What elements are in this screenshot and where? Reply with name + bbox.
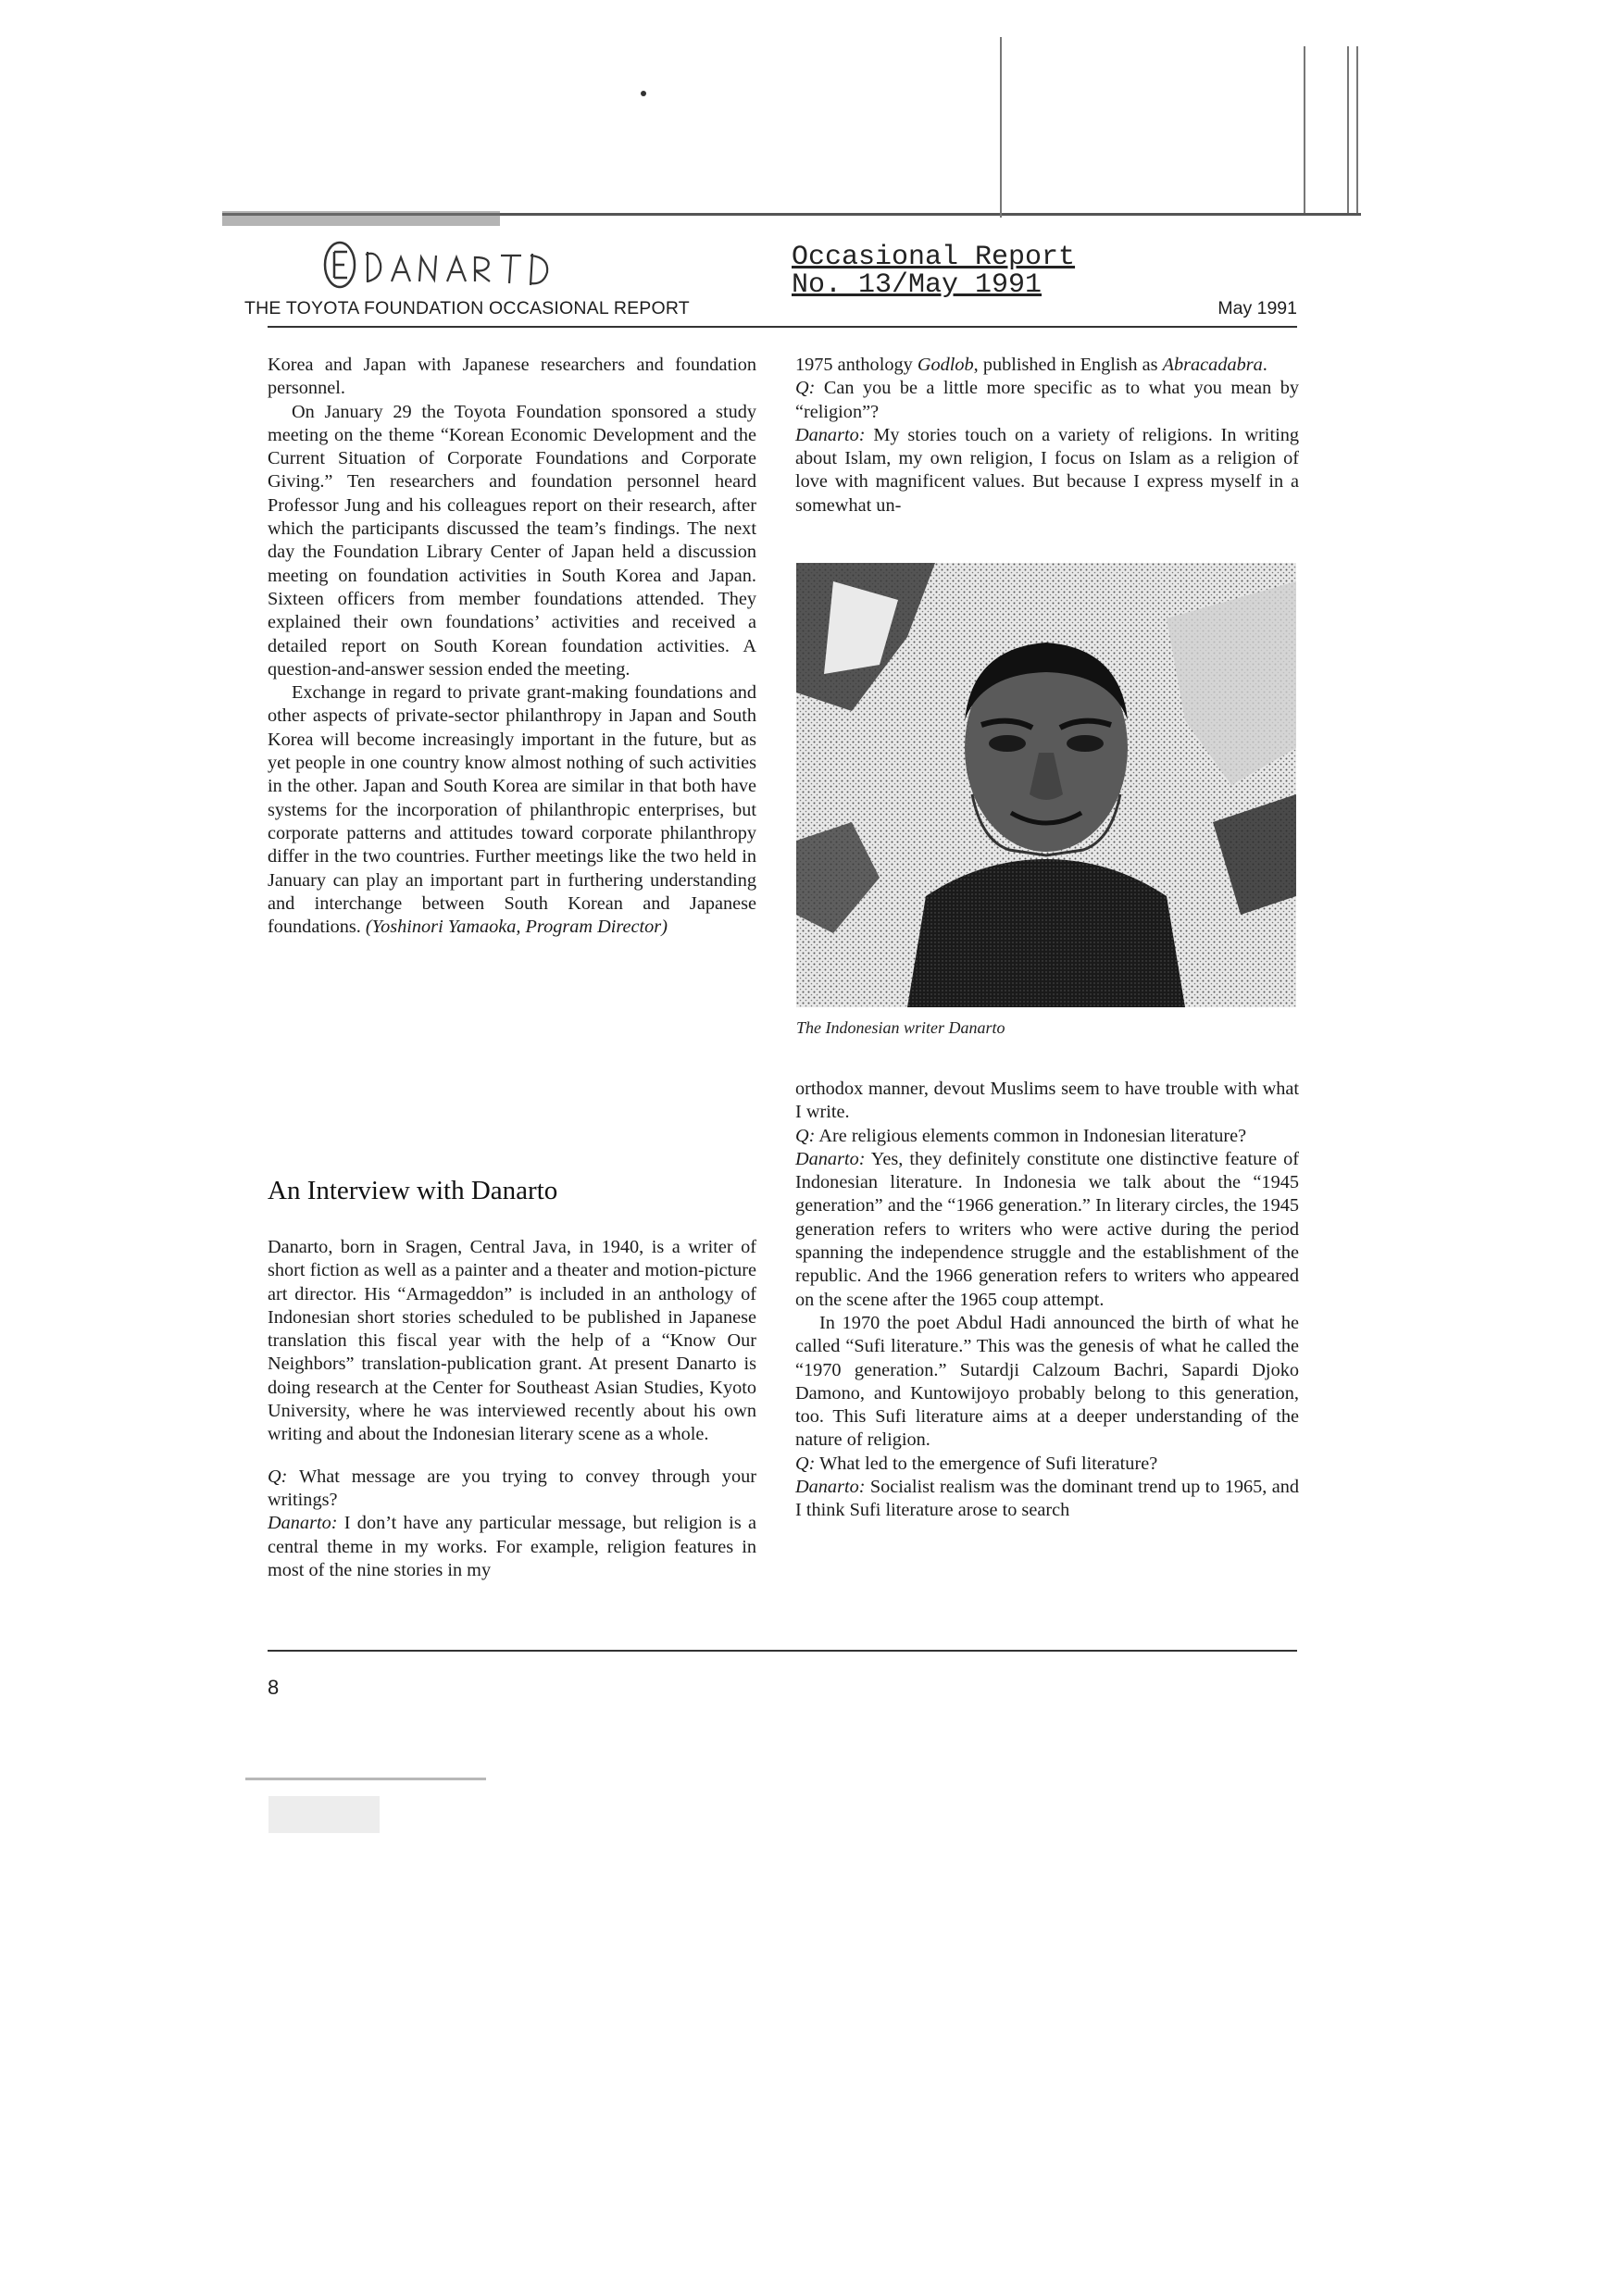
answer-continued — [795, 354, 1299, 377]
scan-speck — [641, 91, 646, 96]
page-number: 8 — [268, 1676, 280, 1699]
footer-rule — [268, 1650, 1297, 1652]
answer-label: Danarto: — [795, 1148, 866, 1169]
byline: (Yoshinori Yamaoka, Program Director) — [365, 917, 668, 938]
answer-text: I don’t have any particular message, but religion is a central theme in my works. For example, religion features in most of the nine stories in my — [268, 1513, 756, 1580]
handwritten-note — [319, 231, 597, 296]
answer — [795, 1148, 1299, 1312]
question-label: Q: — [795, 1125, 816, 1146]
answer-text: My stories touch on a variety of religions. In writing about Islam, my own religion, I focus on Islam as a religion of love with magnificent values. But because I express myself in a somewhat un- — [795, 424, 1299, 516]
header-rule — [268, 326, 1297, 328]
paragraph: Korea and Japan with Japanese researchers and foundation personnel. — [268, 355, 756, 399]
interview-right-column-bottom — [795, 1078, 1299, 1523]
scan-vertical-line — [1356, 46, 1358, 213]
publication-title: THE TOYOTA FOUNDATION OCCASIONAL REPORT — [244, 298, 690, 318]
answer-label: Danarto: — [268, 1513, 338, 1534]
interview-right-column-top — [795, 354, 1299, 518]
author-photo — [796, 563, 1296, 1007]
answer-text: Socialist realism was the dominant trend up to 1965, and I think Sufi literature arose to search — [795, 1477, 1299, 1521]
question — [795, 377, 1299, 424]
issue-date: May 1991 — [1217, 298, 1297, 318]
question-text: Can you be a little more specific as to what you mean by “religion”? — [795, 378, 1299, 422]
paragraph: In 1970 the poet Abdul Hadi announced the birth of what he called “Sufi literature.” This was the genesis of what he called the “1970 generation.” Sutardji Calzoum Bachri, Sapardi Djoko Damono, and Kuntowijoyo probably belong to this generation, too. This Sufi literature aims at a deeper understanding of the nature of religion. — [795, 1312, 1299, 1451]
paragraph-text: Exchange in regard to private grant-making foundations and other aspects of private-sector philanthropy in Japan and South Korea will become increasingly important in the future, but as yet people in one country know almost nothing of such activities in the other. Japan and South Korea are similar in that both have systems for the incorporation of philanthropic enterprises, but corporate patterns and attitudes toward corporate philanthropy differ in the two countries. Further meetings like the two held in January can play an important part in furthering understanding and interchange between South Korean and Japanese foundations. — [268, 682, 756, 938]
answer — [795, 1476, 1299, 1523]
answer-label: Danarto: — [795, 1477, 866, 1498]
answer-label: Danarto: — [795, 424, 866, 445]
question-text: Are religious elements common in Indonesian literature? — [815, 1125, 1247, 1146]
answer — [795, 424, 1299, 518]
answer-text: Yes, they definitely constitute one distinctive feature of Indonesian literature. In Indonesia we talk about the “1945 generation” and the “1966 generation.” In literary circles, the 1945 generation refers to writers who were active during the period spanning the independence struggle and the establishment of the republic. And the 1966 generation refers to writers who appeared on the scene after the 1965 coup attempt. — [795, 1148, 1299, 1310]
answer-continued: orthodox manner, devout Muslims seem to have trouble with what I write. — [795, 1079, 1299, 1123]
question-label: Q: — [795, 378, 816, 399]
scan-vertical-line — [1304, 46, 1305, 213]
stamp-line1: Occasional Report — [792, 242, 1076, 273]
report-stamp — [792, 243, 1075, 299]
book-title: Godlob — [917, 355, 974, 375]
scan-dark-strip — [222, 211, 500, 226]
question-text: What led to the emergence of Sufi literature? — [815, 1453, 1158, 1474]
article-title: An Interview with Danarto — [268, 1176, 558, 1205]
scan-noise — [245, 1778, 486, 1780]
scan-vertical-line — [1347, 46, 1349, 213]
scan-vertical-line — [1000, 37, 1002, 218]
question-label: Q: — [795, 1453, 816, 1474]
photo-caption: The Indonesian writer Danarto — [796, 1018, 1005, 1037]
scan-noise — [268, 1796, 380, 1833]
answer — [268, 1512, 756, 1582]
question — [795, 1453, 1299, 1476]
answer-text: . — [1262, 355, 1267, 375]
question-text: What message are you trying to convey through your writings? — [268, 1466, 756, 1510]
previous-article — [268, 354, 756, 939]
question-label: Q: — [268, 1466, 288, 1487]
question — [795, 1125, 1299, 1148]
answer-text: 1975 anthology — [795, 355, 918, 375]
book-title: Abracadabra — [1162, 355, 1263, 375]
paragraph: On January 29 the Toyota Foundation sponsored a study meeting on the theme “Korean Economic Development and the Current Situation of Corporate Foundations and Corporate Giving.” Ten researchers and foundation personnel heard Professor Jung and his colleagues report on their research, after which the participants discussed the team’s findings. The next day the Foundation Library Center of Japan held a discussion meeting on foundation activities in South Korea and Japan. Sixteen officers from member foundations attended. They explained their own foundations’ activities and received a detailed report on South Korean foundation activities. A question-and-answer session ended the meeting. — [268, 401, 756, 680]
stamp-line2: No. 13/May 1991 — [792, 269, 1042, 301]
question — [268, 1466, 756, 1513]
interview-left-column — [268, 1236, 756, 1582]
intro-paragraph: Danarto, born in Sragen, Central Java, in 1940, is a writer of short fiction as well as a painter and a theater and motion-picture art director. His “Armageddon” is included in an anthology of Indonesian short stories scheduled to be published in Japanese translation this fiscal year with the help of a “Know Our Neighbors” translation-publication grant. At present Danarto is doing research at the Center for Southeast Asian Studies, Kyoto University, where he was interviewed recently about his own writing and about the Indonesian literary scene as a whole. — [268, 1237, 756, 1445]
answer-text: , published in English as — [973, 355, 1163, 375]
paragraph — [268, 681, 756, 939]
